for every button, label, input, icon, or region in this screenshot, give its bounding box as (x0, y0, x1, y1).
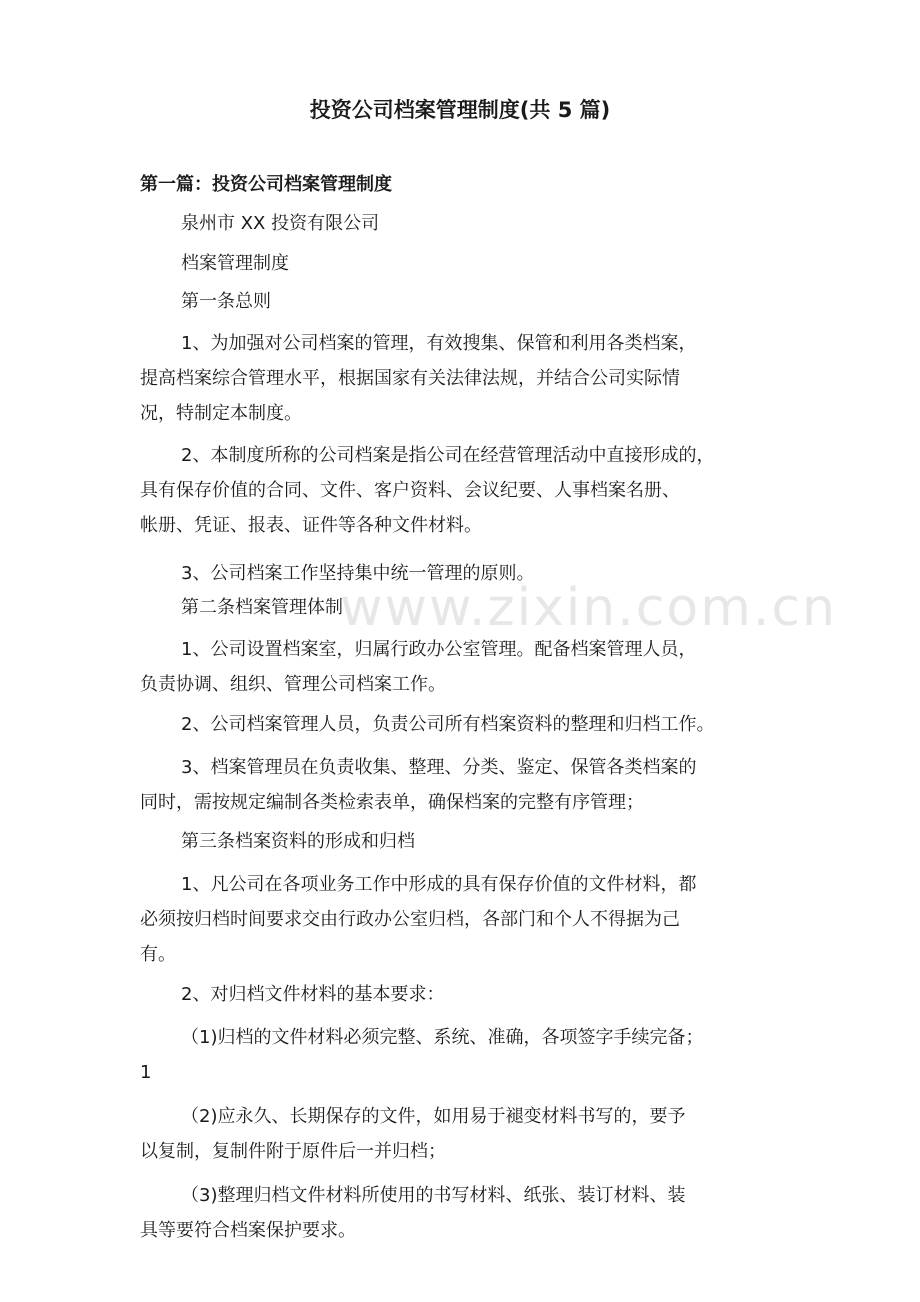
article-2-clause-1: 1、公司设置档案室，归属行政办公室管理。配备档案管理人员， 负责协调、组织、管理公司档案工作。 (140, 639, 697, 695)
section-heading: 第一篇：投资公司档案管理制度 (140, 174, 392, 195)
article-2-heading: 第二条档案管理体制 (181, 597, 343, 618)
article-1-clause-1: 1、为加强对公司档案的管理，有效搜集、保管和利用各类档案， 提高档案综合管理水平，根据国家有关法律法规，并结合公司实际情 况，特制定本制度。 (140, 333, 697, 424)
document-title: 投资公司档案管理制度(共 5 篇) (309, 98, 611, 122)
watermark: www.zixin.com.cn (340, 578, 837, 638)
article-1-heading: 第一条总则 (181, 291, 271, 312)
company-name: 泉州市 XX 投资有限公司 (181, 213, 380, 234)
article-3-heading: 第三条档案资料的形成和归档 (181, 831, 415, 852)
article-3-clause-1: 1、凡公司在各项业务工作中形成的具有保存价值的文件材料，都 必须按归档时间要求交由行政办公室归档，各部门和个人不得据为己 有。 (140, 874, 697, 965)
article-1-clause-2: 2、本制度所称的公司档案是指公司在经营管理活动中直接形成的， 具有保存价值的合同、文件、客户资料、会议纪要、人事档案名册、 帐册、凭证、报表、证件等各种文件材料。 (140, 445, 715, 536)
system-title: 档案管理制度 (181, 253, 289, 274)
requirement-1: （1)归档的文件材料必须完整、系统、准确，各项签字手续完备； 1 (140, 1027, 704, 1083)
article-1-clause-3: 3、公司档案工作坚持集中统一管理的原则。 (181, 563, 535, 584)
article-2-clause-2: 2、公司档案管理人员，负责公司所有档案资料的整理和归档工作。 (181, 714, 715, 735)
article-3-clause-2: 2、对归档文件材料的基本要求： (181, 984, 445, 1005)
requirement-3: （3)整理归档文件材料所使用的书写材料、纸张、装订材料、装 具等要符合档案保护要求。 (140, 1185, 686, 1241)
article-2-clause-3: 3、档案管理员在负责收集、整理、分类、鉴定、保管各类档案的 同时，需按规定编制各类检索表单，确保档案的完整有序管理； (140, 757, 697, 813)
requirement-2: （2)应永久、长期保存的文件，如用易于褪变材料书写的，要予 以复制，复制件附于原件后一并归档； (140, 1106, 686, 1162)
